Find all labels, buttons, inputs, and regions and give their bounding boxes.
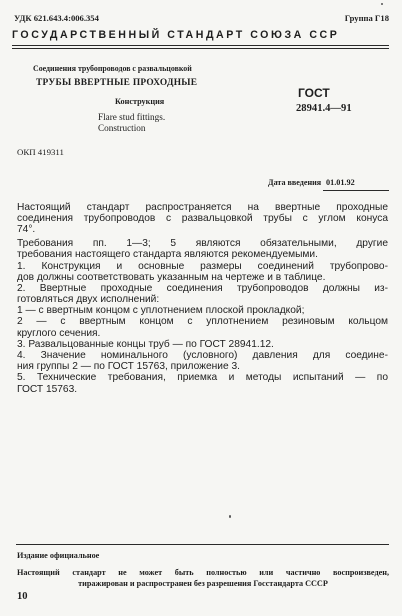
- group-code: Группа Г18: [344, 13, 389, 23]
- body-line: ГОСТ 15763.: [17, 383, 78, 395]
- body-line: 5. Технические требования, приемка и методы испытаний — по: [17, 372, 388, 384]
- scan-speck: [229, 515, 231, 518]
- body-line: круглого сечения.: [17, 327, 101, 339]
- intro-date-label: Дата введения: [268, 178, 322, 187]
- body-line: Настоящий стандарт распространяется на ввертные проходные: [17, 202, 388, 213]
- okp-code: ОКП 419311: [17, 147, 64, 157]
- body-line: Требования пп. 1—3; 5 являются обязательными, другие: [17, 238, 388, 250]
- footer-rule: [16, 544, 389, 545]
- body-line: 2. Ввертные проходные соединения трубопроводов должны из-: [17, 282, 388, 294]
- body-line: 1 — с ввертным концом с уплотнением плоской прокладкой;: [17, 305, 305, 317]
- body-line: 74°.: [17, 224, 36, 236]
- gost-number: 28941.4—91: [296, 103, 352, 114]
- english-title-2: Construction: [98, 123, 146, 133]
- title-rule-thin: [12, 48, 389, 49]
- body-line: ния группы 2 — по ГОСТ 15763, приложение 3.: [17, 361, 240, 373]
- title-rule-thick: [12, 45, 389, 46]
- edition-label: Издание официальное: [17, 551, 100, 560]
- body-line: готовляться двух исполнений:: [17, 294, 160, 306]
- body-line: 1. Конструкция и основные размеры соединений трубопрово-: [17, 260, 388, 272]
- intro-date-value: 01.01.92: [326, 178, 355, 187]
- body-line: 3. Развальцованные концы труб — по ГОСТ 28941.12.: [17, 338, 274, 350]
- copyright-note-line-1: Настоящий стандарт не может быть полностью или частично воспроизведен,: [17, 568, 389, 577]
- document-title: ГОСУДАРСТВЕННЫЙ СТАНДАРТ СОЮЗА ССР: [12, 29, 340, 41]
- body-line: соединения трубопроводов с развальцовкой трубы с углом конуса: [17, 213, 388, 225]
- intro-date-underline: [323, 190, 389, 191]
- subject-line-3: Конструкция: [115, 97, 165, 106]
- scan-speck: [381, 3, 383, 5]
- subject-line-1: Соединения трубопроводов с развальцовкой: [33, 64, 192, 73]
- body-line: дов должны соответствовать указанным на чертеже и в таблице.: [17, 271, 326, 283]
- body-line: 4. Значение номинального (условного) давления для соедине-: [17, 350, 388, 362]
- udk-code: УДК 621.643.4:006.354: [14, 13, 99, 23]
- copyright-note-line-2: тиражирован и распространен без разрешения Госстандарта СССР: [78, 579, 328, 588]
- body-line: требования настоящего стандарта являются рекомендуемыми.: [17, 249, 318, 261]
- gost-label: ГОСТ: [298, 86, 330, 100]
- body-text: [17, 202, 388, 395]
- english-title-1: Flare stud fittings.: [98, 112, 166, 122]
- page-number: 10: [17, 591, 28, 602]
- subject-title: ТРУБЫ ВВЕРТНЫЕ ПРОХОДНЫЕ: [36, 78, 198, 88]
- body-line: 2 — с ввертным концом с уплотнением резиновым кольцом: [17, 316, 388, 328]
